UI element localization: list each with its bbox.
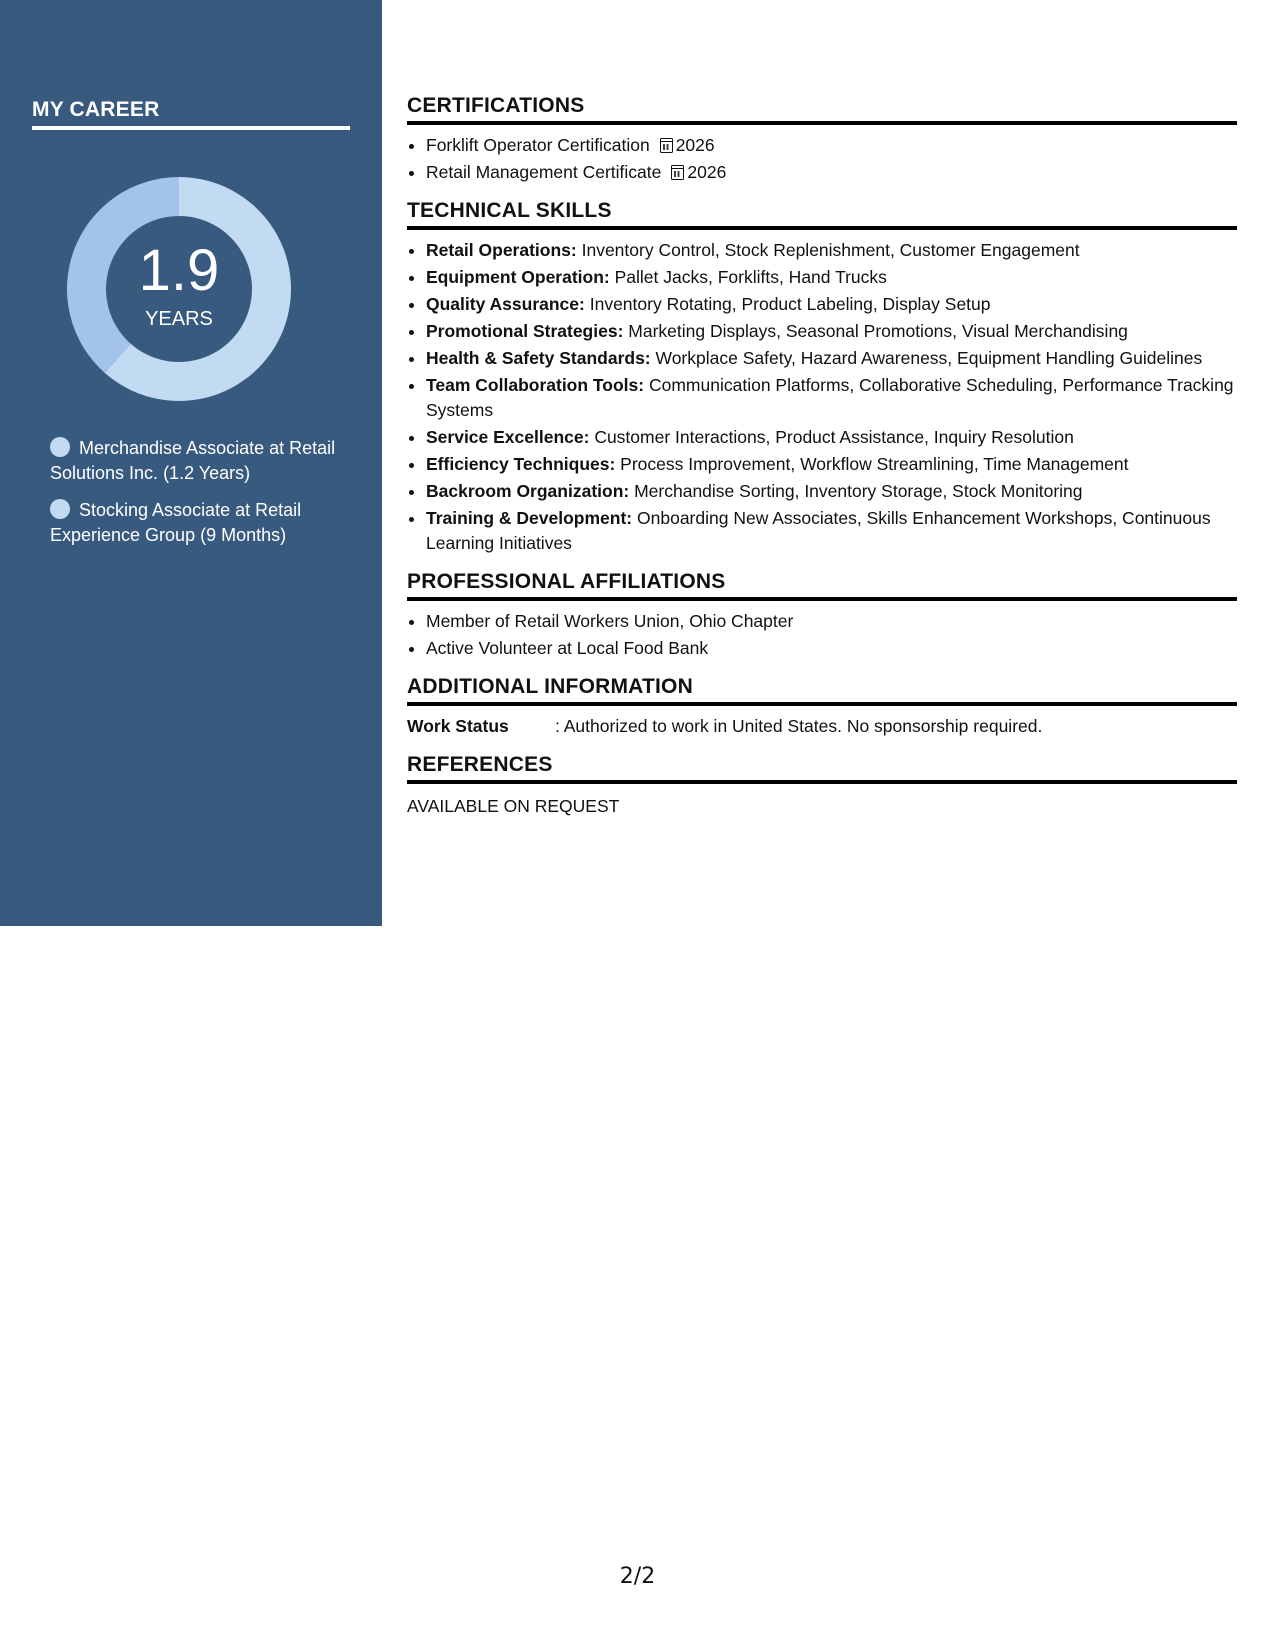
certification-year: 2026 — [675, 135, 715, 155]
additional-info-title: ADDITIONAL INFORMATION — [407, 675, 1237, 706]
skill-text: Inventory Rotating, Product Labeling, Display Setup — [584, 294, 991, 314]
skill-item — [426, 346, 1237, 371]
skill-text: Pallet Jacks, Forklifts, Hand Trucks — [609, 267, 887, 287]
certifications-section — [407, 94, 1237, 185]
skill-text: Inventory Control, Stock Replenishment, Customer Engagement — [576, 240, 1080, 260]
references-title: REFERENCES — [407, 753, 1237, 784]
certification-item — [426, 160, 1237, 185]
skill-item — [426, 238, 1237, 263]
skill-label: Health & Safety Standards: — [426, 348, 651, 368]
skill-item — [426, 373, 1237, 423]
calendar-icon — [660, 138, 673, 153]
skill-item — [426, 479, 1237, 504]
skill-label: Efficiency Techniques: — [426, 454, 616, 474]
certification-name: Retail Management Certificate — [426, 162, 662, 182]
skill-item — [426, 425, 1237, 450]
work-status-label: Work Status — [407, 716, 509, 736]
affiliations-section — [407, 570, 1237, 661]
technical-skills-title: TECHNICAL SKILLS — [407, 199, 1237, 230]
certification-name: Forklift Operator Certification — [426, 135, 650, 155]
affiliations-title: PROFESSIONAL AFFILIATIONS — [407, 570, 1237, 601]
career-legend-item — [50, 498, 350, 548]
skill-text: Communication Platforms, Collaborative Scheduling, Performance Tracking Systems — [426, 375, 1234, 420]
skill-item — [426, 265, 1237, 290]
certification-year: 2026 — [687, 162, 727, 182]
skill-label: Equipment Operation: — [426, 267, 610, 287]
skill-text: Workplace Safety, Hazard Awareness, Equipment Handling Guidelines — [650, 348, 1203, 368]
skill-item — [426, 452, 1237, 477]
career-legend-item — [50, 436, 350, 486]
legend-dot-icon — [50, 437, 70, 457]
skill-item — [426, 506, 1237, 556]
skill-text: Onboarding New Associates, Skills Enhancement Workshops, Continuous Learning Initiatives — [426, 508, 1211, 553]
sidebar-heading: MY CAREER — [32, 98, 350, 130]
sidebar — [0, 0, 382, 926]
skill-label: Team Collaboration Tools: — [426, 375, 645, 395]
career-legend-label: Stocking Associate at Retail Experience Group (9 Months) — [50, 500, 302, 545]
skill-label: Quality Assurance: — [426, 294, 585, 314]
skill-item — [426, 292, 1237, 317]
certification-item — [426, 133, 1237, 158]
references-section — [407, 753, 1237, 819]
career-legend-label: Merchandise Associate at Retail Solutions Inc. (1.2 Years) — [50, 438, 336, 483]
skill-label: Retail Operations: — [426, 240, 577, 260]
additional-info-section — [407, 675, 1237, 739]
skill-item — [426, 319, 1237, 344]
page-number: 2/2 — [619, 1564, 656, 1589]
technical-skills-section — [407, 199, 1237, 556]
affiliation-item: • Member of Retail Workers Union, Ohio Chapter — [426, 609, 1237, 634]
certifications-title: CERTIFICATIONS — [407, 94, 1237, 125]
affiliations-list — [407, 609, 1237, 661]
donut-segment-2 — [67, 177, 179, 373]
main-content — [407, 94, 1237, 833]
total-years-unit: YEARS — [145, 307, 213, 330]
skill-label: Backroom Organization: — [426, 481, 630, 501]
skill-text: Customer Interactions, Product Assistance, Inquiry Resolution — [589, 427, 1074, 447]
work-status-value: : Authorized to work in United States. No sponsorship required. — [555, 716, 1043, 736]
skill-label: Training & Development: — [426, 508, 633, 528]
legend-dot-icon — [50, 499, 70, 519]
skill-label: Service Excellence: — [426, 427, 590, 447]
total-years-value: 1.9 — [138, 237, 220, 303]
technical-skills-list — [407, 238, 1237, 556]
calendar-icon — [671, 165, 684, 180]
skill-text: Process Improvement, Workflow Streamlining, Time Management — [615, 454, 1129, 474]
references-text: AVAILABLE ON REQUEST — [407, 796, 620, 816]
skill-label: Promotional Strategies: — [426, 321, 624, 341]
skill-text: Merchandise Sorting, Inventory Storage, Stock Monitoring — [629, 481, 1083, 501]
work-status-row — [407, 714, 1237, 739]
certifications-list — [407, 133, 1237, 185]
career-donut-chart — [66, 176, 292, 402]
skill-text: Marketing Displays, Seasonal Promotions, Visual Merchandising — [623, 321, 1128, 341]
career-legend — [50, 436, 350, 560]
affiliation-item: • Active Volunteer at Local Food Bank — [426, 636, 1237, 661]
